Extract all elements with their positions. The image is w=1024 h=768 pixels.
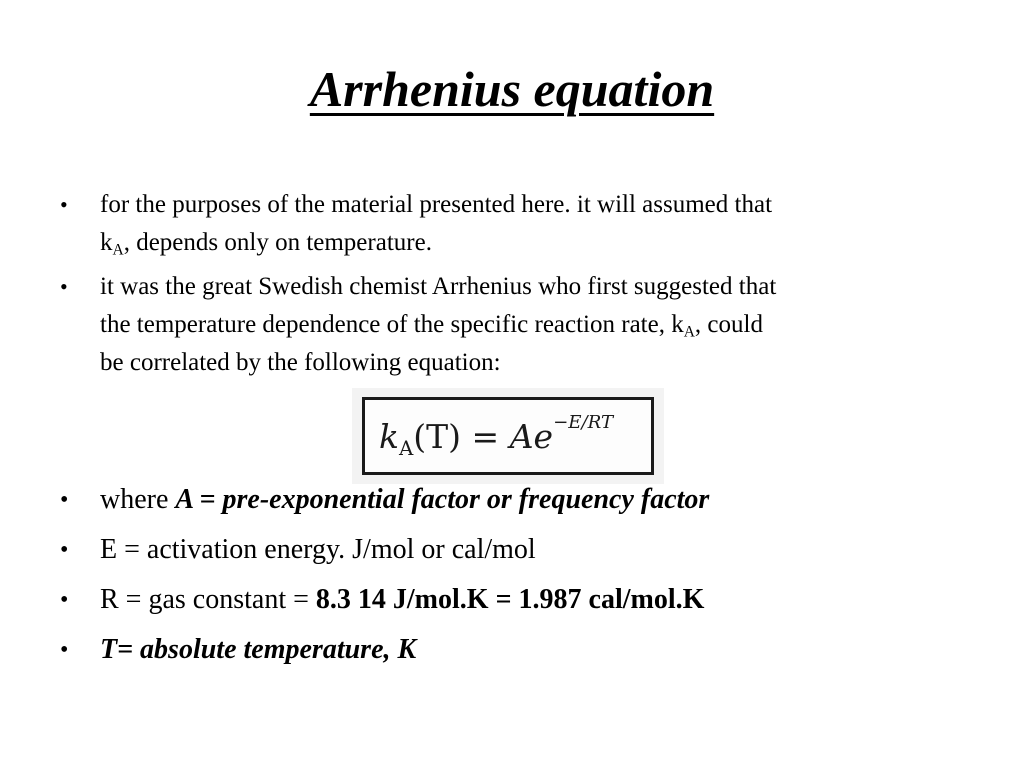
bullet-item-assumption: [60, 186, 970, 262]
bullet-item-gas-constant: [60, 580, 970, 620]
arrhenius-equation: [379, 412, 613, 460]
bullet-marker: •: [60, 192, 68, 217]
eq-k-subscript: A: [399, 436, 414, 460]
eq-k: k: [379, 416, 399, 456]
bullet-marker: •: [60, 537, 69, 563]
bullet-emphasis: A = pre-exponential factor or frequency factor: [175, 484, 710, 515]
eq-exponent: −E/RT: [553, 412, 614, 433]
bullet-marker: •: [60, 587, 69, 613]
slide-title: Arrhenius equation: [309, 61, 715, 117]
eq-a: A: [509, 416, 534, 456]
bullet-text-line2-end: , could: [694, 311, 763, 338]
bullet-item-activation-energy: [60, 530, 970, 570]
bullet-emphasis: T= absolute temperature, K: [100, 634, 417, 665]
bullet-marker: •: [60, 274, 68, 299]
bullet-item-temperature: [60, 630, 970, 670]
bullet-text: E = activation energy. J/mol or cal/mol: [100, 534, 536, 565]
bullet-text-rest: , depends only on temperature.: [123, 229, 432, 256]
equation-image: [352, 388, 664, 484]
eq-argument: (T) =: [413, 416, 510, 456]
bullet-text: it was the great Swedish chemist Arrhenius who first suggested that: [100, 273, 777, 300]
equation-frame: [362, 397, 654, 475]
bullet-emphasis: 8.3 14 J/mol.K = 1.987 cal/mol.K: [315, 584, 705, 615]
bullet-text-line3: be correlated by the following equation:: [100, 349, 501, 376]
bullet-prefix: R = gas constant =: [100, 584, 316, 615]
k-subscript: A: [112, 241, 124, 259]
bullet-text-line2: the temperature dependence of the specific reaction rate, k: [100, 311, 684, 338]
bullet-marker: •: [60, 487, 69, 513]
bullet-text: for the purposes of the material presented here. it will assumed that: [100, 191, 773, 218]
k-subscript: A: [683, 323, 695, 341]
eq-e: e: [533, 416, 554, 456]
bullet-marker: •: [60, 637, 69, 663]
bullet-prefix: where: [100, 484, 176, 515]
bullet-item-a-factor: [60, 480, 970, 520]
k-symbol: k: [100, 229, 113, 256]
bullet-item-arrhenius: [60, 268, 970, 382]
